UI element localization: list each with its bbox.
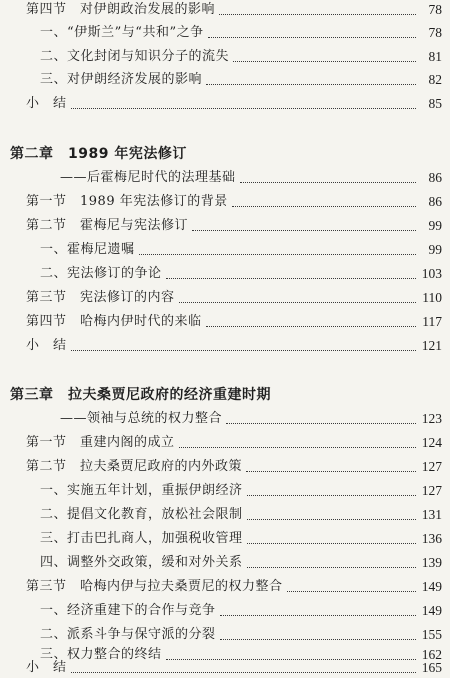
dot-leader bbox=[206, 84, 416, 85]
dot-leader bbox=[71, 108, 416, 109]
entry-label: 三、打击巴扎商人，加强税收管理 bbox=[40, 531, 243, 546]
toc-entry bbox=[0, 553, 442, 573]
toc-entry bbox=[0, 216, 442, 236]
chapter-title: 第三章 拉夫桑贾尼政府的经济重建时期 bbox=[10, 387, 271, 403]
dot-leader bbox=[206, 326, 416, 327]
toc-entry bbox=[0, 94, 442, 114]
page-number: 78 bbox=[428, 2, 442, 17]
page-number: 136 bbox=[421, 531, 442, 546]
entry-label: 第一节 1989 年宪法修订的背景 bbox=[26, 194, 228, 209]
toc-entry bbox=[0, 70, 442, 90]
dot-leader bbox=[208, 37, 416, 38]
dot-leader bbox=[247, 543, 416, 544]
page-number: 82 bbox=[428, 72, 442, 87]
dot-leader bbox=[247, 567, 416, 568]
page-number: 127 bbox=[421, 483, 442, 498]
page-number: 85 bbox=[428, 96, 442, 111]
dot-leader bbox=[246, 471, 416, 472]
entry-label: 第四节 对伊朗政治发展的影响 bbox=[26, 2, 216, 17]
entry-label: 一、“伊斯兰”与“共和”之争 bbox=[40, 25, 204, 40]
toc-entry bbox=[0, 336, 442, 356]
toc-entry bbox=[0, 433, 442, 453]
page-number: 139 bbox=[421, 555, 442, 570]
entry-label: 第一节 重建内阁的成立 bbox=[26, 435, 175, 450]
dot-leader bbox=[192, 230, 416, 231]
dot-leader bbox=[166, 278, 416, 279]
page-number: 81 bbox=[428, 49, 442, 64]
toc-entry bbox=[0, 192, 442, 212]
page-number: 155 bbox=[421, 627, 442, 642]
toc-entry bbox=[0, 529, 442, 549]
chapter-title: 第二章 1989 年宪法修订 bbox=[10, 146, 187, 162]
dot-leader bbox=[220, 615, 416, 616]
page-number: 86 bbox=[428, 194, 442, 209]
page-number: 117 bbox=[422, 314, 442, 329]
chapter-heading bbox=[0, 144, 442, 164]
dot-leader bbox=[233, 61, 416, 62]
entry-label: 二、派系斗争与保守派的分裂 bbox=[40, 627, 216, 642]
chapter-subtitle: ——领袖与总统的权力整合 bbox=[60, 411, 223, 426]
entry-label: 小 结 bbox=[26, 660, 67, 675]
page-number: 86 bbox=[428, 170, 442, 185]
toc-entry bbox=[0, 264, 442, 284]
toc-entry bbox=[0, 312, 442, 332]
page-number: 127 bbox=[421, 459, 442, 474]
toc-entry bbox=[0, 168, 442, 188]
toc-entry bbox=[0, 288, 442, 308]
page-number: 103 bbox=[421, 266, 442, 281]
entry-label: 小 结 bbox=[26, 338, 67, 353]
page-number: 121 bbox=[421, 338, 442, 353]
toc-entry bbox=[0, 481, 442, 501]
entry-label: 第三节 宪法修订的内容 bbox=[26, 290, 175, 305]
toc-entry bbox=[0, 625, 442, 645]
chapter-subtitle: ——后霍梅尼时代的法理基础 bbox=[60, 170, 236, 185]
dot-leader bbox=[247, 495, 416, 496]
page-number: 131 bbox=[421, 507, 442, 522]
toc-entry bbox=[0, 240, 442, 260]
toc-entry bbox=[0, 0, 442, 20]
dot-leader bbox=[71, 672, 416, 673]
dot-leader bbox=[220, 639, 416, 640]
entry-label: 一、霍梅尼遗嘱 bbox=[40, 242, 135, 257]
entry-label: 三、对伊朗经济发展的影响 bbox=[40, 72, 203, 87]
toc-entry bbox=[0, 47, 442, 67]
page-number: 165 bbox=[421, 660, 442, 675]
dot-leader bbox=[219, 14, 416, 15]
page-number: 99 bbox=[428, 242, 442, 257]
dot-leader bbox=[287, 591, 416, 592]
toc-entry bbox=[0, 577, 442, 597]
toc-entry bbox=[0, 409, 442, 429]
chapter-heading bbox=[0, 385, 442, 405]
page-number: 124 bbox=[421, 435, 442, 450]
toc-entry bbox=[0, 505, 442, 525]
entry-label: 一、经济重建下的合作与竞争 bbox=[40, 603, 216, 618]
page-number: 162 bbox=[421, 647, 442, 662]
entry-label: 二、文化封闭与知识分子的流失 bbox=[40, 49, 230, 64]
toc-entry bbox=[0, 23, 442, 43]
entry-label: 第四节 哈梅内伊时代的来临 bbox=[26, 314, 202, 329]
dot-leader bbox=[226, 423, 416, 424]
page-number: 123 bbox=[421, 411, 442, 426]
page-number: 78 bbox=[428, 25, 442, 40]
dot-leader bbox=[179, 302, 416, 303]
toc-entry bbox=[0, 658, 442, 678]
page-number: 149 bbox=[421, 603, 442, 618]
entry-label: 二、宪法修订的争论 bbox=[40, 266, 162, 281]
dot-leader bbox=[179, 447, 416, 448]
entry-label: 一、实施五年计划，重振伊朗经济 bbox=[40, 483, 243, 498]
entry-label: 四、调整外交政策，缓和对外关系 bbox=[40, 555, 243, 570]
dot-leader bbox=[247, 519, 416, 520]
entry-label: 第二节 霍梅尼与宪法修订 bbox=[26, 218, 189, 233]
dot-leader bbox=[139, 254, 416, 255]
entry-label: 二、提倡文化教育，放松社会限制 bbox=[40, 507, 243, 522]
toc-entry bbox=[0, 601, 442, 621]
entry-label: 小 结 bbox=[26, 96, 67, 111]
page-number: 99 bbox=[428, 218, 442, 233]
entry-label: 第三节 哈梅内伊与拉夫桑贾尼的权力整合 bbox=[26, 579, 283, 594]
page-number: 110 bbox=[422, 290, 442, 305]
toc-entry bbox=[0, 457, 442, 477]
entry-label: 第二节 拉夫桑贾尼政府的内外政策 bbox=[26, 459, 243, 474]
dot-leader bbox=[71, 350, 416, 351]
entry-label: 三、权力整合的终结 bbox=[40, 647, 162, 662]
page-number: 149 bbox=[421, 579, 442, 594]
dot-leader bbox=[240, 182, 416, 183]
dot-leader bbox=[232, 206, 416, 207]
